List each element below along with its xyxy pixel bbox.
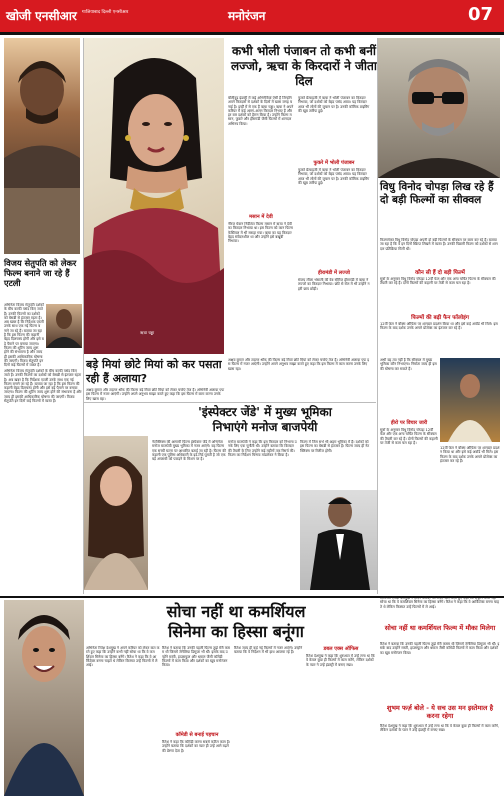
vijay-portrait-illustration [4,38,80,254]
vidhu-body: फिल्ममेकर विधु विनोद चोपड़ा अपनी दो बड़ी फिल्मों के सीक्वल पर काम कर रहे हैं। बताया जा रहा है कि वे इन दिनों स्क्रिप्ट लिखने में व्यस्त हैं। उनकी पिछली फिल्म को दर्शकों से शानदार प्रतिक्रिया मिली थी। [380,238,498,251]
vidhu-body-3: 12वीं फेल ने बॉक्स ऑफिस पर शानदार प्रदर्शन किया था और इसे कई अवॉर्ड भी मिले। इस फिल्म के बाद दर्शक उनके अगले प्रोजेक्ट का इंतजार कर रहे हैं। [380,322,498,331]
riteish-headline-b: सिनेमा का हिस्सा बनूंगा [168,622,304,641]
section-title: मनोरंजन [228,9,266,23]
alaya-body-2: अक्षय कुमार और टाइगर श्रॉफ की फिल्म बड़े मियां छोटे मियां को लेकर चर्चाएं तेज हैं। अभिनेत्री अलाया एफ इस फिल्म में नजर आएंगी। उन्होंने अपने अनुभव साझा करते हुए कहा कि इस फिल्म में काम करना उनके लिए खास रहा। [228,358,370,371]
vidhu-photo [378,38,500,178]
alaya-portrait-illustration [84,436,148,590]
brand-logo: खोजी एनसीआर [6,9,77,23]
riteish-body-3: रितेश ने कहा कि कॉमेडी करना सबसे कठिन काम है। उन्होंने बताया कि दर्शकों का प्यार ही उन्हें आगे बढ़ने की प्रेरणा देता है। [162,740,231,753]
vidhu-sub-3: हीरो पर विचार जारी [390,420,428,426]
masthead-black-strip [0,32,504,35]
alaya-photo [84,436,148,590]
richa-body-5: संजय लीला भंसाली की वेब सीरीज हीरामंडी में ऋचा ने लज्जो का किरदार निभाया। छोटे से रोल में भी उन्होंने गहरी छाप छोड़ी। [298,278,370,291]
vidhu-headline: विधु विनोद चोपड़ा लिख रहे हैं दो बड़ी फिल्मों का सीक्वल [380,181,494,206]
poster-12th-fail [440,358,500,442]
riteish-body-8: रितेश देशमुख ने कहा कि शुरुआत में उन्हें लगा था कि वे केवल कुछ ही फिल्मों में काम करेंगे, लेकिन दर्शकों के प्यार ने उन्हें इंडस्ट्री में बनाए रखा। [380,724,500,733]
divider-right [377,38,378,594]
richa-photo-credit: ऋचा चड्ढा [140,330,155,335]
vidhu-sub-2: फिल्मों की बढ़ी फैन फॉलोइंग [411,315,469,321]
masthead-meta: गाजियाबाद दिल्ली एनसीआर [82,10,129,15]
richa-portrait-illustration [84,38,224,354]
vidhu-body-5: सूत्रों के अनुसार विधु विनोद चोपड़ा 12वीं फेल और एक अन्य चर्चित फिल्म के सीक्वल की तैयारी कर रहे हैं। दोनों फिल्मों की कहानी पर तेजी से काम चल रहा है। [380,428,438,445]
alaya-body: अक्षय कुमार और टाइगर श्रॉफ की फिल्म बड़े मियां छोटे मियां को लेकर चर्चाएं तेज हैं। अभिनेत्री अलाया एफ इस फिल्म में नजर आएंगी। उन्होंने अपने अनुभव साझा करते हुए कहा कि इस फिल्म में काम करना उनके लिए खास रहा। [86,388,225,401]
riteish-body-6: अभिनेता रितेश देशमुख ने अपने करियर को लेकर बात करते हुए कहा कि उन्होंने कभी नहीं सोचा था कि वे कमर्शियल सिनेमा का हिस्सा बनेंगे। रितेश ने कहा कि वे आर्किटेक्ट बनना चाहते थे लेकिन किस्मत उन्हें फिल्मों में ले आई। [380,596,499,609]
vidhu-body-6: 12वीं फेल ने बॉक्स ऑफिस पर शानदार प्रदर्शन किया था और इसे कई अवॉर्ड भी मिले। इस फिल्म के बाद दर्शक उनके अगले प्रोजेक्ट का इंतजार कर रहे हैं। [440,446,500,463]
atlee-inset-photo [46,304,82,348]
vijay-headline: विजय सेतुपति को लेकर फिल्म बनाने जा रहे हैं एटली [4,258,77,288]
riteish-photo [4,600,84,796]
vijay-photo [4,38,80,254]
riteish-body-1: अभिनेता रितेश देशमुख ने अपने करियर को लेकर बात करते हुए कहा कि उन्होंने कभी नहीं सोचा था कि वे कमर्शियल सिनेमा का हिस्सा बनेंगे। रितेश ने कहा कि वे आर्किटेक्ट बनना चाहते थे लेकिन किस्मत उन्हें फिल्मों में ले आई। [86,646,160,668]
riteish-body-5: रितेश देशमुख ने कहा कि शुरुआत में उन्हें लगा था कि वे केवल कुछ ही फिल्मों में काम करेंगे, लेकिन दर्शकों के प्यार ने उन्हें इंडस्ट्री में बनाए रखा। [306,654,375,667]
vidhu-body-4: अभी यह तय नहीं है कि सीक्वल में मुख्य भूमिका कौन निभाएगा। निर्माता जल्द ही इसकी घोषणा कर सकते हैं। [380,358,437,371]
richa-sub-1: मसान में देवी [249,214,273,220]
vidhu-portrait-illustration [378,38,500,178]
manoj-body-2: मनोज बाजपेयी ने कहा कि इस किरदार को निभाना उनके लिए एक चुनौती थी। उन्होंने बताया कि किरदार की तैयारी के लिए उन्होंने कई महीनों तक रिसर्च की। फिल्म का निर्देशन चिन्मय मांडलेकर ने किया है। [228,440,297,457]
manoj-photo [300,490,378,590]
riteish-headline-a: सोचा नहीं था कमर्शियल [166,602,306,621]
manoj-headline-a: 'इंस्पेक्टर जेंडे' में मुख्य भूमिका [198,405,332,419]
vidhu-sub-1: कौन सी हैं दो बड़ी फिल्में [415,270,465,276]
riteish-sub-2: डबल एक्स ऑफिस [323,646,359,652]
riteish-body-7: रितेश ने बताया कि उनकी पहली फिल्म तुझे मेरी कसम थी जिसमें जेनेलिया डिसूजा भी थीं। इसके बाद उन्होंने मस्ती, हाउसफुल और धमाल जैसी कॉमेडी फिल्मों में काम किया और दर्शकों का खूब मनोरंजन किया। [380,642,500,655]
riteish-sub-3: सोचा नहीं था कमर्शियल फिल्म में मौका मिलेगा [384,624,496,632]
richa-body-2: नीरज घेवान निर्देशित फिल्म मसान में ऋचा ने देवी का किरदार निभाया था। इस फिल्म को कान फिल्म फेस्टिवल में भी सराहा गया। ऋचा का यह किरदार बेहद संवेदनशील था और उन्होंने इसे बखूबी निभाया। [228,222,293,244]
riteish-sub-4: शुभम फर्ज़ बोले - ये सच उस मन इस्तेमाल है करना रहेगा [386,704,494,720]
vijay-body-top: अभिनेता विजय सेतुपति दर्शकों के बीच काफी पसंद किए जाते हैं। उनकी फिल्मों का दर्शकों को बेसब्री से इंतजार रहता है। अब खबर है कि निर्देशक एटली उनके साथ एक नई फिल्म बनाने जा रहे हैं। बताया जा रहा है कि इस फिल्म की कहानी बेहद दिलचस्प होगी और इसे बड़े पैमाने पर बनाया जाएगा। फिल्म की शूटिंग जल्द शुरू होने की संभावना है और जल्द ही इसकी आधिकारिक घोषणा की जाएगी। विजय सेतुपति इन दिनों कई फिल्मों में व्यस्त हैं। [4,303,44,367]
page-number: 07 [468,4,494,25]
divider-left [83,38,84,594]
manoj-portrait-illustration [300,490,378,590]
vidhu-body-2: सूत्रों के अनुसार विधु विनोद चोपड़ा 12वीं फेल और एक अन्य चर्चित फिल्म के सीक्वल की तैयारी कर रहे हैं। दोनों फिल्मों की कहानी पर तेजी से काम चल रहा है। [380,277,496,286]
manoj-body-1: नेटफ्लिक्स की आगामी फिल्म इंस्पेक्टर जेंडे में अभिनेता मनोज बाजपेयी मुख्य भूमिका में नजर आएंगे। यह फिल्म एक सच्ची घटना पर आधारित बताई जा रही है। फिल्म की कहानी एक पुलिस अधिकारी के इर्द-गिर्द घूमती है जो एक बड़े अपराधी को पकड़ने के मिशन पर है। [152,440,226,462]
vijay-body: अभिनेता विजय सेतुपति दर्शकों के बीच काफी पसंद किए जाते हैं। उनकी फिल्मों का दर्शकों को बेसब्री से इंतजार रहता है। अब खबर है कि निर्देशक एटली उनके साथ एक नई फिल्म बनाने जा रहे हैं। बताया जा रहा है कि इस फिल्म की कहानी बेहद दिलचस्प होगी और इसे बड़े पैमाने पर बनाया जाएगा। फिल्म की शूटिंग जल्द शुरू होने की संभावना है और जल्द ही इसकी आधिकारिक घोषणा की जाएगी। विजय सेतुपति इन दिनों कई फिल्मों में व्यस्त हैं। [4,369,82,404]
richa-body-1: बॉलीवुड इंडस्ट्री में कई अभिनेत्रियां ऐसी हैं जिन्होंने अपने किरदारों से दर्शकों के दिलों में खास जगह बनाई है। इन्हीं में से एक हैं ऋचा चड्ढा। ऋचा ने अपने करियर में कई अलग-अलग किरदार निभाए हैं और हर बार दर्शकों को हैरान किया है। उन्होंने फिल्म मसान, फुकरे और हीरामंडी जैसी फिल्मों में शानदार अभिनय किया। [228,96,294,126]
manoj-body-3: फिल्म में जिम सर्भ भी अहम भूमिका में हैं। दर्शकों को इस फिल्म का बेसब्री से इंतजार है। फिल्म जल्द ही नेटफ्लिक्स पर रिलीज होगी। [300,440,370,453]
riteish-body-2: रितेश ने बताया कि उनकी पहली फिल्म तुझे मेरी कसम थी जिसमें जेनेलिया डिसूजा भी थीं। इसके बाद उन्होंने मस्ती, हाउसफुल और धमाल जैसी कॉमेडी फिल्मों में काम किया और दर्शकों का खूब मनोरंजन किया। [162,646,230,668]
alaya-headline: बड़े मियां छोटे मियां को कर पसता रही हैं अलाया? [86,358,222,385]
richa-sub-3: हीरामंडी में लज्जो [318,270,350,276]
poster-figure-illustration [440,358,500,442]
richa-body-4: फुकरे फ्रेंचाइजी में ऋचा ने भोली पंजाबन का किरदार निभाया, जो दर्शकों को बेहद पसंद आया। यह किरदार आज भी लोगों की जुबान पर है। उनकी कॉमिक टाइमिंग की खूब तारीफ हुई। [298,168,370,185]
richa-photo [84,38,224,354]
riteish-portrait-illustration [4,600,84,796]
richa-body-3: फुकरे फ्रेंचाइजी में ऋचा ने भोली पंजाबन का किरदार निभाया, जो दर्शकों को बेहद पसंद आया। यह किरदार आज भी लोगों की जुबान पर है। उनकी कॉमिक टाइमिंग की खूब तारीफ हुई। [298,96,370,113]
riteish-sub-1: कॉमेडी से बनाई पहचान [175,732,219,738]
richa-headline: कभी भोली पंजाबन तो कभी बनीं लज्जो, ऋचा के किरदारों ने जीता दिल [231,44,377,88]
riteish-body-4: रितेश जल्द ही कई नई फिल्मों में नजर आएंगे। उन्होंने बताया कि वे निर्देशन में भी हाथ आजमा रहे हैं। [234,646,303,655]
divider-mid-horizontal [84,402,376,403]
manoj-headline-b: निभाएंगे मनोज बाजपेयी [212,420,318,434]
richa-sub-2: फुकरे में भोली पंजाबन [313,160,355,166]
